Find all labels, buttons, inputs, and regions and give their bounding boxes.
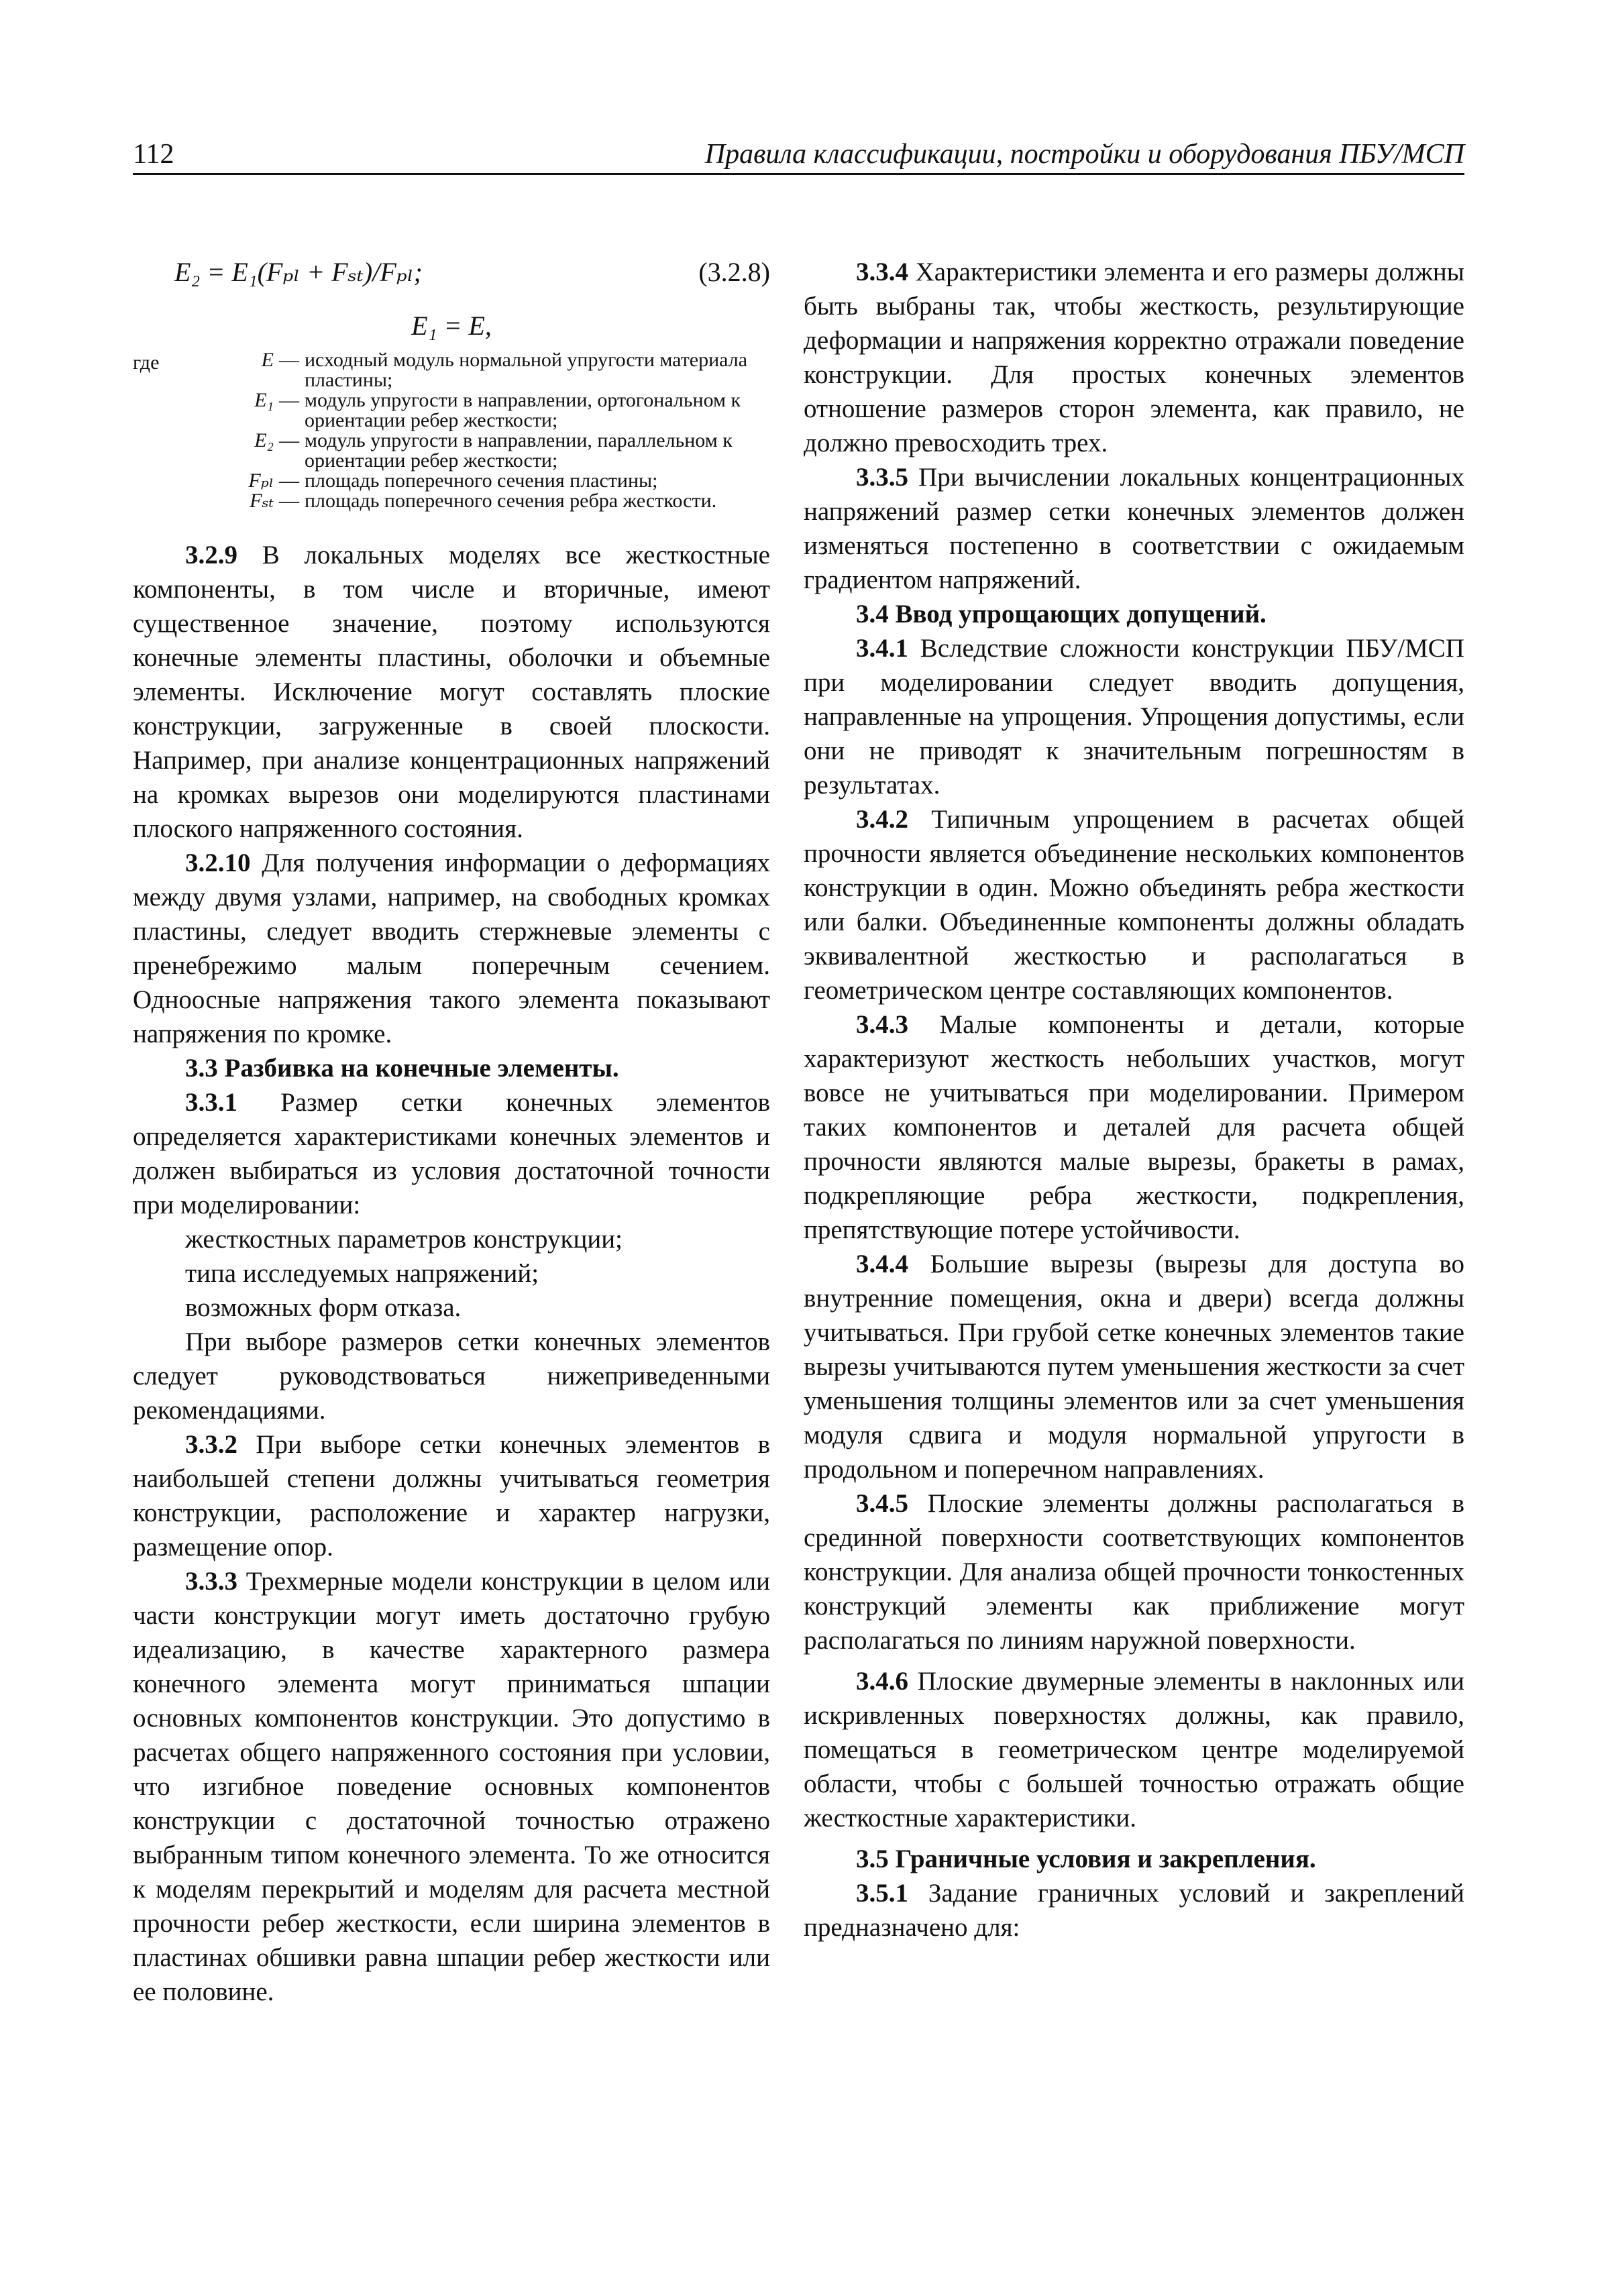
paragraph-number: 3.2.9 bbox=[185, 541, 237, 569]
paragraph-number: 3.4.3 bbox=[856, 1010, 908, 1039]
page-header bbox=[133, 133, 1464, 175]
paragraph-number: 3.3.4 bbox=[856, 258, 908, 286]
definition-row: E — исходный модуль нормальной упругости материала пластины; bbox=[200, 350, 770, 390]
paragraph-3-5-1: 3.5.1 Задание граничных условий и закреплений предназначено для: bbox=[804, 1879, 1464, 1942]
section-heading-3-4: 3.4 Ввод упрощающих допущений. bbox=[856, 600, 1267, 628]
formula-number: (3.2.8) bbox=[698, 257, 770, 287]
running-title: Правила классификации, постройки и оборудования ПБУ/МСП bbox=[704, 139, 1464, 170]
paragraph-3-4-5: 3.4.5 Плоские элементы должны располагаться в срединной поверхности соответствующих компонентов конструкции. Для анализа общей прочности тонкостенных конструкций элементы как приближение могут располагаться по линиям наружной поверхности. bbox=[804, 1489, 1464, 1655]
paragraph-3-4-1: 3.4.1 Вследствие сложности конструкции ПБУ/МСП при моделировании следует вводить допущения, направленные на упрощения. Упрощения допустимы, если они не приводят к значительным погрешностям в результатах. bbox=[804, 634, 1464, 800]
paragraph-number: 3.3.5 bbox=[856, 463, 908, 492]
paragraph-3-4-4: 3.4.4 Большие вырезы (вырезы для доступа во внутренние помещения, окна и двери) всегда должны учитываться. При грубой сетке конечных элементов такие вырезы учитываются путем уменьшения жесткости за счет уменьшения толщины элементов или за счет уменьшения модуля сдвига и модуля нормальной упругости в продольном и поперечном направлениях. bbox=[804, 1250, 1464, 1484]
definition-symbol: E bbox=[261, 349, 274, 371]
paragraph-number: 3.3.1 bbox=[185, 1088, 237, 1117]
paragraph-number: 3.3.2 bbox=[185, 1430, 237, 1459]
list-item: типа исследуемых напряжений; bbox=[185, 1259, 539, 1288]
paragraph-3-3-4: 3.3.4 Характеристики элемента и его размеры должны быть выбраны так, чтобы жесткость, результирующие деформации и напряжения корректно отражали поведение конструкции. Для простых конечных элементов отношение размеров сторон элемента, как правило, не должно превосходить трех. bbox=[804, 258, 1464, 457]
definition-symbol: E₁ bbox=[254, 389, 274, 411]
paragraph-number: 3.3.3 bbox=[185, 1567, 237, 1596]
definition-symbol: E₂ bbox=[254, 429, 274, 451]
definition-text: исходный модуль нормальной упругости материала пластины; bbox=[305, 349, 748, 391]
page-number: 112 bbox=[133, 139, 174, 170]
symbol-definitions bbox=[133, 350, 770, 511]
formula-e2: E₂ = E₁(Fₚₗ + Fₛₜ)/Fₚₗ; bbox=[174, 257, 423, 287]
paragraph-3-4-2: 3.4.2 Типичным упрощением в расчетах общей прочности является объединение нескольких компонентов конструкции в один. Можно объединять ребра жесткости или балки. Объединенные компоненты должны обладать эквивалентной жесткостью и располагаться в геометрическом центре составляющих компонентов. bbox=[804, 805, 1464, 1005]
paragraph-3-3-5: 3.3.5 При вычислении локальных концентрационных напряжений размер сетки конечных элементов должен изменяться постепенно в соответствии с ожидаемым градиентом напряжений. bbox=[804, 463, 1464, 594]
paragraph-number: 3.4.5 bbox=[856, 1489, 908, 1518]
paragraph-3-3-2: 3.3.2 При выборе сетки конечных элементов в наибольшей степени должны учитываться геометрия конструкции, расположение и характер нагрузки, размещение опор. bbox=[133, 1430, 770, 1562]
right-column bbox=[804, 255, 1464, 1945]
paragraph-number: 3.5.1 bbox=[856, 1879, 908, 1908]
definition-text: модуль упругости в направлении, ортогональном к ориентации ребер жесткости; bbox=[305, 389, 741, 431]
list-item: возможных форм отказа. bbox=[185, 1293, 462, 1322]
definition-row: E₂ — модуль упругости в направлении, параллельном к ориентации ребер жесткости; bbox=[200, 431, 770, 471]
section-heading-3-3: 3.3 Разбивка на конечные элементы. bbox=[185, 1054, 619, 1083]
paragraph-number: 3.4.6 bbox=[856, 1667, 908, 1696]
definition-text: модуль упругости в направлении, параллельном к ориентации ребер жесткости; bbox=[305, 429, 733, 472]
definition-row: Fₛₜ — площадь поперечного сечения ребра жесткости. bbox=[200, 491, 770, 511]
paragraph-3-3-1-after: При выборе размеров сетки конечных элементов следует руководствоваться нижеприведенными рекомендациями. bbox=[133, 1327, 770, 1425]
definition-symbol: Fₛₜ bbox=[250, 490, 274, 512]
paragraph-3-3-3: 3.3.3 Трехмерные модели конструкции в целом или части конструкции могут иметь достаточно грубую идеализацию, в качестве характерного размера конечного элемента могут приниматься шпации основных компонентов конструкции. Это допустимо в расчетах общего напряженного состояния при условии, что изгибное поведение основных компонентов конструкции с достаточной точностью отражено выбранным типом конечного элемента. То же относится к моделям перекрытий и моделям для расчета местной прочности ребер жесткости, если ширина элементов в пластинах обшивки равна шпации ребер жесткости или ее половине. bbox=[133, 1567, 770, 2006]
definition-row: E₁ — модуль упругости в направлении, ортогональном к ориентации ребер жесткости; bbox=[200, 390, 770, 431]
paragraph-3-4-6: 3.4.6 Плоские двумерные элементы в наклонных или искривленных поверхностях должны, как правило, помещаться в геометрическом центре моделируемой области, чтобы с большей точностью отражать общие жесткостные характеристики. bbox=[804, 1667, 1464, 1833]
formula-3-2-8 bbox=[133, 255, 770, 295]
paragraph-3-3-1: 3.3.1 Размер сетки конечных элементов определяется характеристиками конечных элементов и должен выбираться из условия достаточной точности при моделировании: bbox=[133, 1088, 770, 1219]
formula-e1: E₁ = E, bbox=[411, 311, 492, 341]
left-column bbox=[133, 255, 770, 2009]
definition-row: Fₚₗ — площадь поперечного сечения пластины; bbox=[200, 471, 770, 491]
paragraph-3-2-10: 3.2.10 Для получения информации о деформациях между двумя узлами, например, на свободных кромках пластины, следует вводить стержневые элементы с пренебрежимо малым поперечным сечением. Одноосные напряжения такого элемента показывают напряжения по кромке. bbox=[133, 849, 770, 1048]
definition-symbol: Fₚₗ bbox=[248, 470, 274, 492]
where-label: где bbox=[133, 351, 160, 374]
paragraph-number: 3.4.1 bbox=[856, 634, 908, 663]
definition-text: площадь поперечного сечения пластины; bbox=[305, 470, 658, 492]
paragraph-number: 3.4.2 bbox=[856, 805, 908, 834]
paragraph-3-4-3: 3.4.3 Малые компоненты и детали, которые характеризуют жесткость небольших участков, могут вовсе не учитываться при моделировании. Примером таких компонентов и деталей для расчета общей прочности являются малые вырезы, бракеты в рамах, подкрепляющие ребра жесткости, подкрепления, препятствующие потере устойчивости. bbox=[804, 1010, 1464, 1244]
paragraph-number: 3.2.10 bbox=[185, 849, 251, 877]
section-heading-3-5: 3.5 Граничные условия и закрепления. bbox=[856, 1845, 1316, 1873]
list-item: жесткостных параметров конструкции; bbox=[185, 1225, 623, 1254]
definition-text: площадь поперечного сечения ребра жесткости. bbox=[305, 490, 717, 512]
paragraph-3-2-9: 3.2.9 В локальных моделях все жесткостные компоненты, в том числе и вторичные, имеют существенное значение, поэтому используются конечные элементы пластины, оболочки и объемные элементы. Исключение могут составлять плоские конструкции, загруженные в своей плоскости. Например, при анализе концентрационных напряжений на кромках вырезов они моделируются пластинами плоского напряженного состояния. bbox=[133, 541, 770, 843]
paragraph-number: 3.4.4 bbox=[856, 1250, 908, 1278]
